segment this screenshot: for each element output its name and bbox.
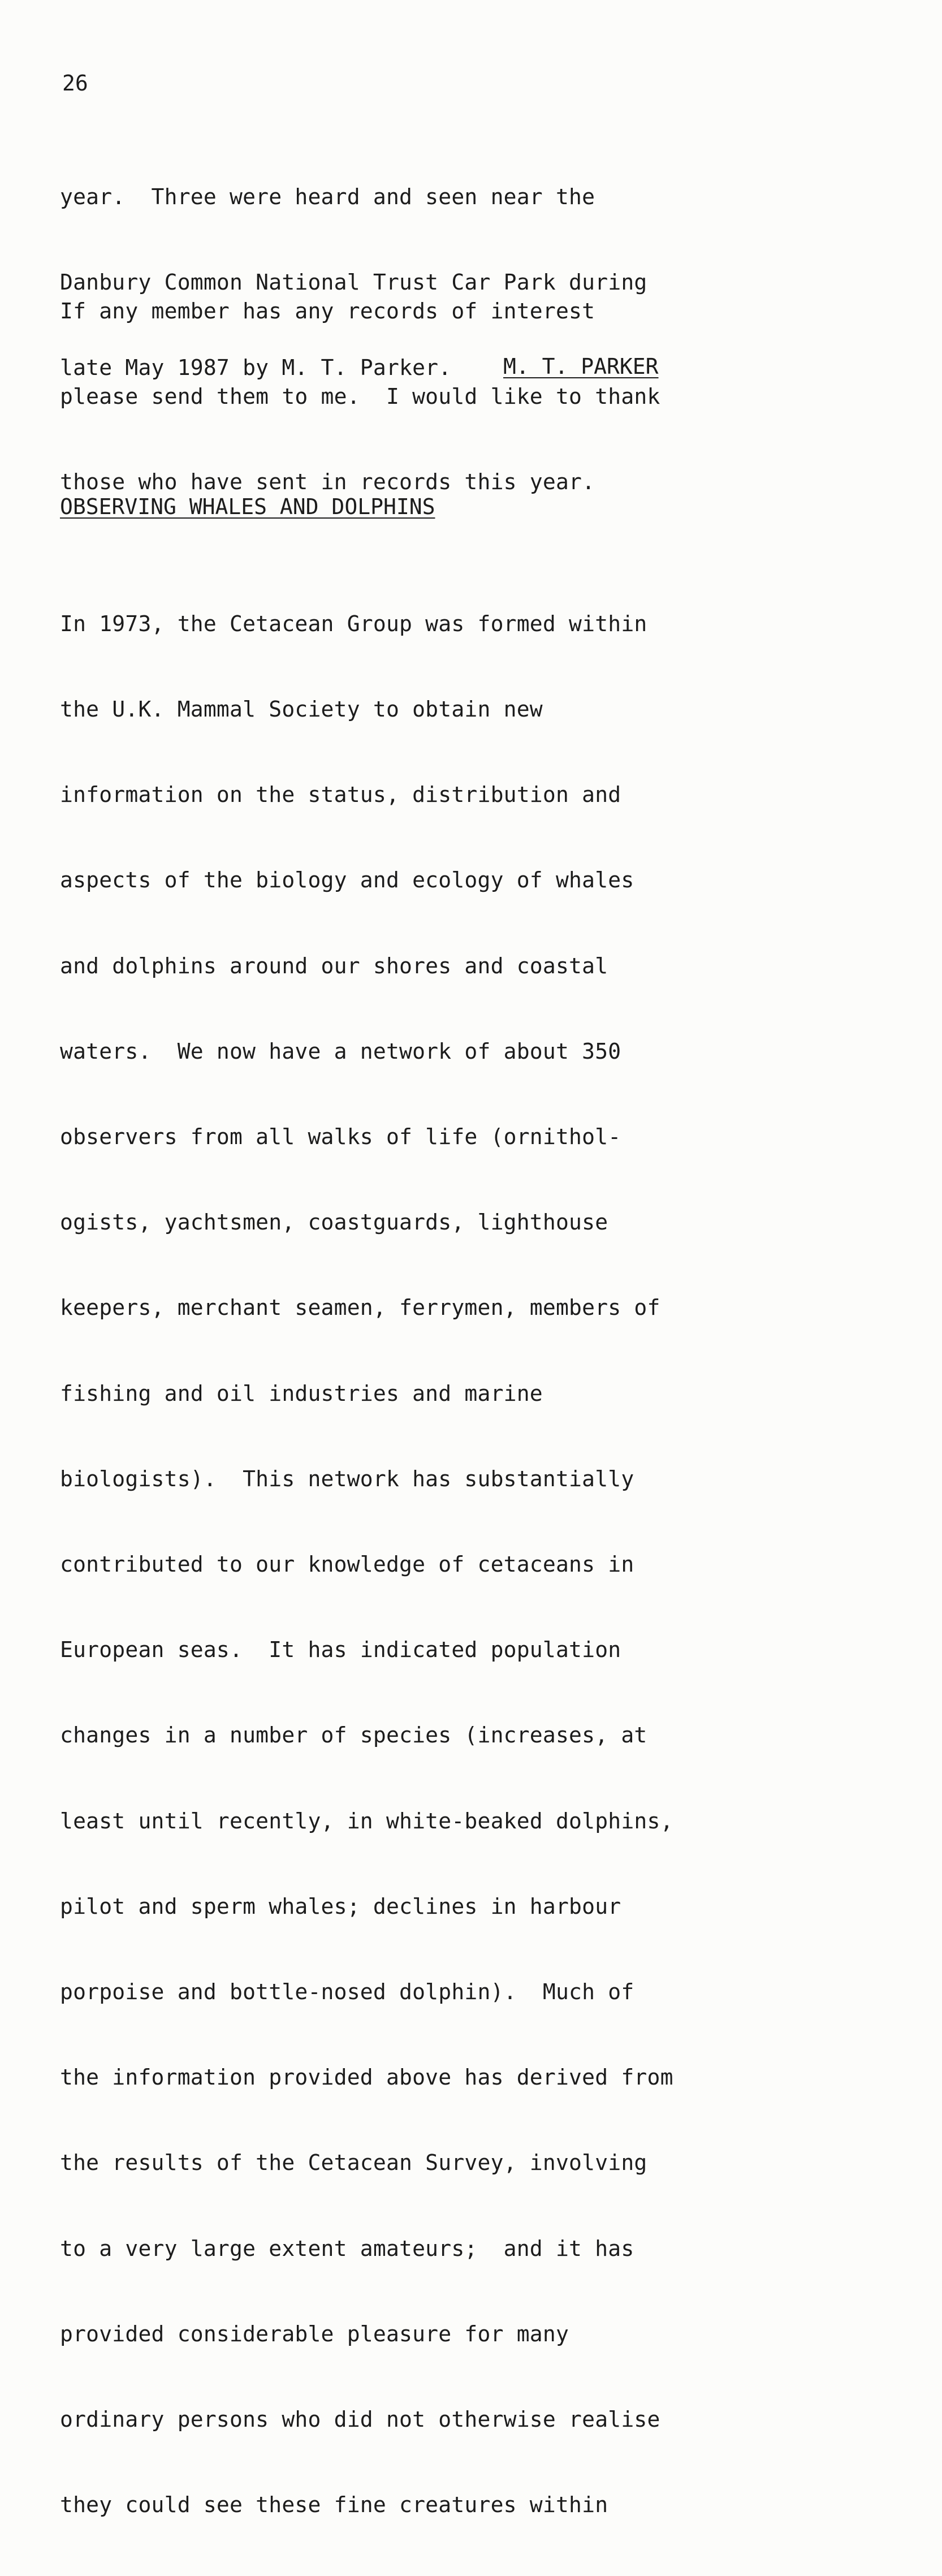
text-line: the information provided above has derived from: [60, 2065, 673, 2090]
text-line: the results of the Cetacean Survey, involving: [60, 2150, 647, 2176]
text-line: information on the status, distribution and: [60, 782, 621, 808]
author-signature: M. T. PARKER: [503, 354, 659, 379]
text-line: aspects of the biology and ecology of whales: [60, 868, 634, 893]
text-line: If any member has any records of interest: [60, 298, 595, 323]
text-line: porpoise and bottle-nosed dolphin). Much of: [60, 1979, 634, 2005]
text-line: year. Three were heard and seen near the: [60, 184, 595, 209]
text-line: In 1973, the Cetacean Group was formed within: [60, 611, 647, 636]
text-line: keepers, merchant seamen, ferrymen, members of: [60, 1295, 660, 1321]
text-line: waters. We now have a network of about 350: [60, 1038, 621, 1064]
text-line: those who have sent in records this year.: [60, 469, 595, 495]
text-line: fishing and oil industries and marine: [60, 1380, 543, 1406]
text-line: to a very large extent amateurs; and it has: [60, 2236, 634, 2261]
text-line: least until recently, in white-beaked dolphins,: [60, 1808, 673, 1833]
text-line: contributed to our knowledge of cetaceans in: [60, 1552, 634, 1577]
text-line: observers from all walks of life (ornithol-: [60, 1124, 621, 1150]
text-line: pilot and sperm whales; declines in harbour: [60, 1893, 621, 1919]
text-line: late May 1987 by M. T. Parker.: [60, 355, 452, 381]
text-line: ordinary persons who did not otherwise realise: [60, 2407, 660, 2432]
text-line: provided considerable pleasure for many: [60, 2321, 569, 2346]
article-heading: OBSERVING WHALES AND DOLPHINS: [60, 494, 435, 519]
text-line: ogists, yachtsmen, coastguards, lighthouse: [60, 1210, 608, 1235]
page-number: 26: [62, 71, 88, 96]
text-line: the U.K. Mammal Society to obtain new: [60, 697, 543, 722]
text-line: biologists). This network has substantially: [60, 1466, 634, 1491]
cetacean-group-paragraph: [60, 553, 673, 2576]
text-line: European seas. It has indicated population: [60, 1637, 621, 1663]
text-line: changes in a number of species (increases, at: [60, 1723, 647, 1748]
text-line: Danbury Common National Trust Car Park during: [60, 270, 647, 295]
text-line: and dolphins around our shores and coastal: [60, 953, 608, 978]
text-line: they could see these fine creatures within: [60, 2492, 608, 2518]
text-line: please send them to me. I would like to thank: [60, 384, 660, 409]
